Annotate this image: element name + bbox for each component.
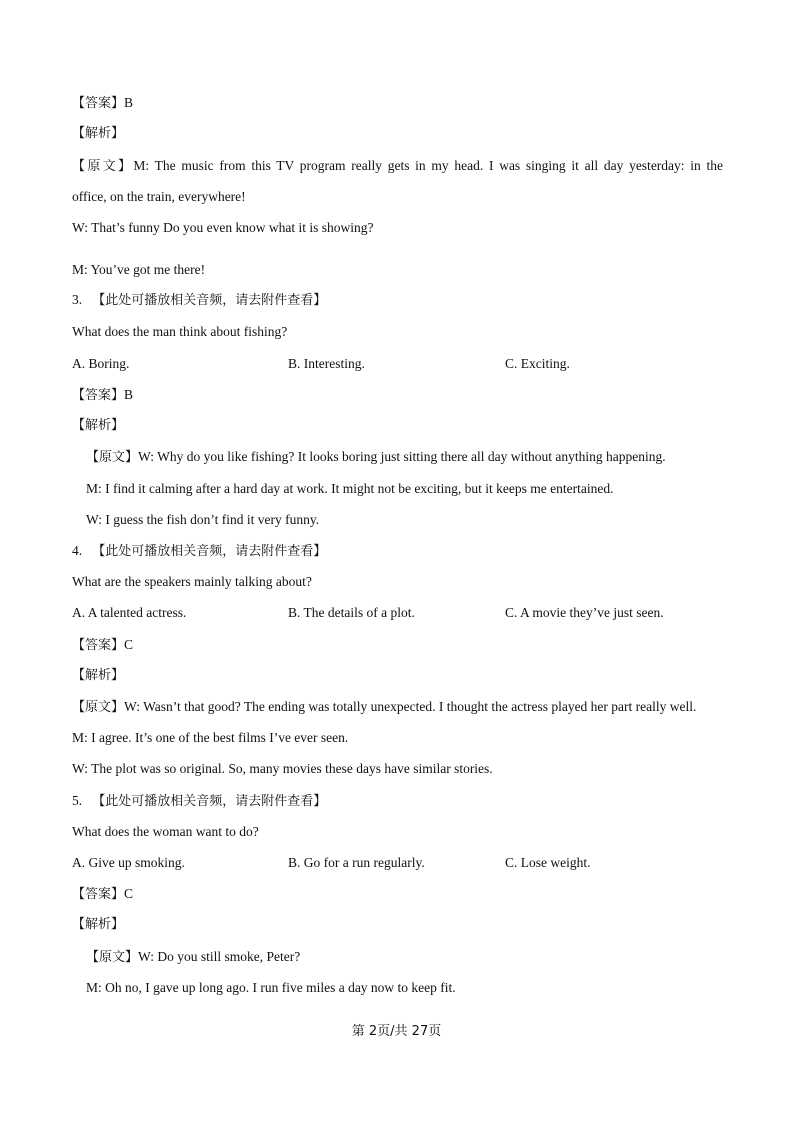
q3-question: What does the man think about fishing? [72,324,288,339]
q2-transcript-line-4: M: You’ve got me there! [72,262,206,277]
q5-option-c: C. Lose weight. [505,855,591,870]
q5-transcript-line-1 [86,948,300,967]
q3-transcript-line-3: W: I guess the fish don’t find it very funny. [86,512,320,527]
transcript-text: W: Wasn’t that good? The ending was totally unexpected. I thought the actress played her part really well. [124,699,697,714]
q5-option-a: A. Give up smoking. [72,855,185,870]
answer-label: 【答案】 [72,96,125,111]
q4-option-a: A. A talented actress. [72,605,187,620]
q3-header [72,291,326,310]
answer-label: 【答案】 [72,638,125,653]
q5-header [72,792,326,811]
q4-transcript-line-3: W: The plot was so original. So, many movies these days have similar stories. [72,761,493,776]
q4-option-b: B. The details of a plot. [288,605,415,620]
q5-transcript-line-2: M: Oh no, I gave up long ago. I run five miles a day now to keep fit. [86,980,456,995]
q5-answer [72,885,133,904]
question-number: 3. [72,292,83,307]
q3-option-b: B. Interesting. [288,356,365,371]
q4-transcript-line-2: M: I agree. It’s one of the best films I’ve ever seen. [72,730,349,745]
answer-label: 【答案】 [72,388,125,403]
q4-answer [72,636,133,655]
q4-transcript-line-1 [72,698,696,717]
q3-transcript-line-2: M: I find it calming after a hard day at work. It might not be exciting, but it keeps me entertained. [86,481,614,496]
q4-header [72,542,326,561]
q4-analysis-label: 【解析】 [72,668,125,683]
audio-note: 【此处可播放相关音频，请去附件查看】 [92,794,327,809]
page-footer: 第 2页/共 27页 [351,1024,442,1039]
q5-analysis-label: 【解析】 [72,917,125,932]
answer-value: C [124,637,134,652]
q2-answer [72,94,133,113]
answer-label: 【答案】 [72,887,125,902]
q2-transcript-line-2: office, on the train, everywhere! [72,189,246,204]
original-label: 【原文】 [86,950,139,965]
q2-analysis-label: 【解析】 [72,126,125,141]
answer-value: B [124,387,134,402]
q5-option-b: B. Go for a run regularly. [288,855,425,870]
original-label: 【原文】 [86,450,139,465]
audio-note: 【此处可播放相关音频，请去附件查看】 [92,293,327,308]
answer-value: B [124,95,134,110]
transcript-text: W: Do you still smoke, Peter? [138,949,301,964]
q3-transcript-line-1 [86,448,666,467]
q3-analysis-label: 【解析】 [72,418,125,433]
q3-option-c: C. Exciting. [505,356,570,371]
q2-transcript-line-3: W: That’s funny Do you even know what it is showing? [72,220,374,235]
question-number: 5. [72,793,83,808]
question-number: 4. [72,543,83,558]
q4-option-c: C. A movie they’ve just seen. [505,605,664,620]
transcript-text: W: Why do you like fishing? It looks boring just sitting there all day without anything happening. [138,449,666,464]
q3-answer [72,386,133,405]
q5-question: What does the woman want to do? [72,824,259,839]
answer-value: C [124,886,134,901]
transcript-text: M: The music from this TV program really gets in my head. I was singing it all day yesterday: in the [133,158,723,173]
audio-note: 【此处可播放相关音频，请去附件查看】 [92,544,327,559]
q3-option-a: A. Boring. [72,356,130,371]
q2-transcript-line-1 [72,157,723,176]
original-label: 【原文】 [72,700,125,715]
original-label: 【原文】 [72,159,134,174]
q4-question: What are the speakers mainly talking about? [72,574,312,589]
